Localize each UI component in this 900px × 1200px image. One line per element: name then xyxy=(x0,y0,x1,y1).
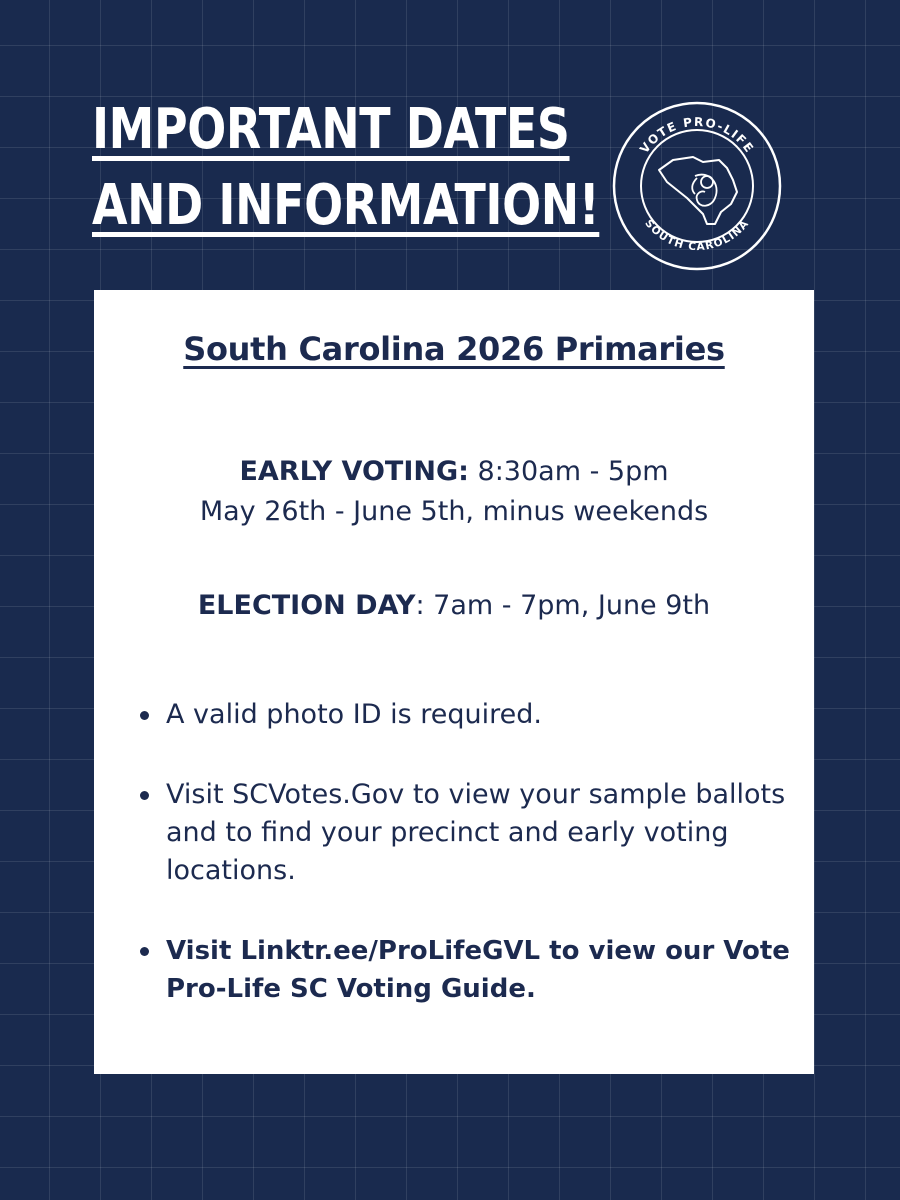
early-voting-label: EARLY VOTING: xyxy=(239,456,469,487)
logo-bottom-text: SOUTH CAROLINA xyxy=(642,217,752,254)
headline xyxy=(92,97,600,238)
early-voting-info xyxy=(94,452,814,532)
bullet-voting-guide: Visit Linktr.ee/ProLifeGVL to view our Vote Pro-Life SC Voting Guide. xyxy=(134,932,804,1008)
election-day-label: ELECTION DAY xyxy=(197,590,416,621)
headline-line-2: AND INFORMATION! xyxy=(92,173,600,238)
election-day-info xyxy=(94,586,814,626)
bullet-photo-id: A valid photo ID is required. xyxy=(134,696,804,734)
headline-line-1: IMPORTANT DATES xyxy=(92,97,570,162)
bullet-scvotes: Visit SCVotes.Gov to view your sample ballots and to find your precinct and early voting locations. xyxy=(134,776,804,890)
info-card xyxy=(94,290,814,1074)
south-carolina-map-with-fetus-icon xyxy=(659,157,737,224)
logo-top-text: VOTE PRO-LIFE xyxy=(637,114,757,156)
vote-pro-life-logo xyxy=(611,100,783,272)
election-day-details: : 7am - 7pm, June 9th xyxy=(415,590,711,621)
early-voting-hours: 8:30am - 5pm xyxy=(468,456,669,487)
early-voting-dates: May 26th - June 5th, minus weekends xyxy=(199,496,709,527)
info-bullet-list xyxy=(134,696,804,1050)
svg-text:SOUTH CAROLINA xyxy=(642,217,751,253)
card-title: South Carolina 2026 Primaries xyxy=(183,330,725,368)
